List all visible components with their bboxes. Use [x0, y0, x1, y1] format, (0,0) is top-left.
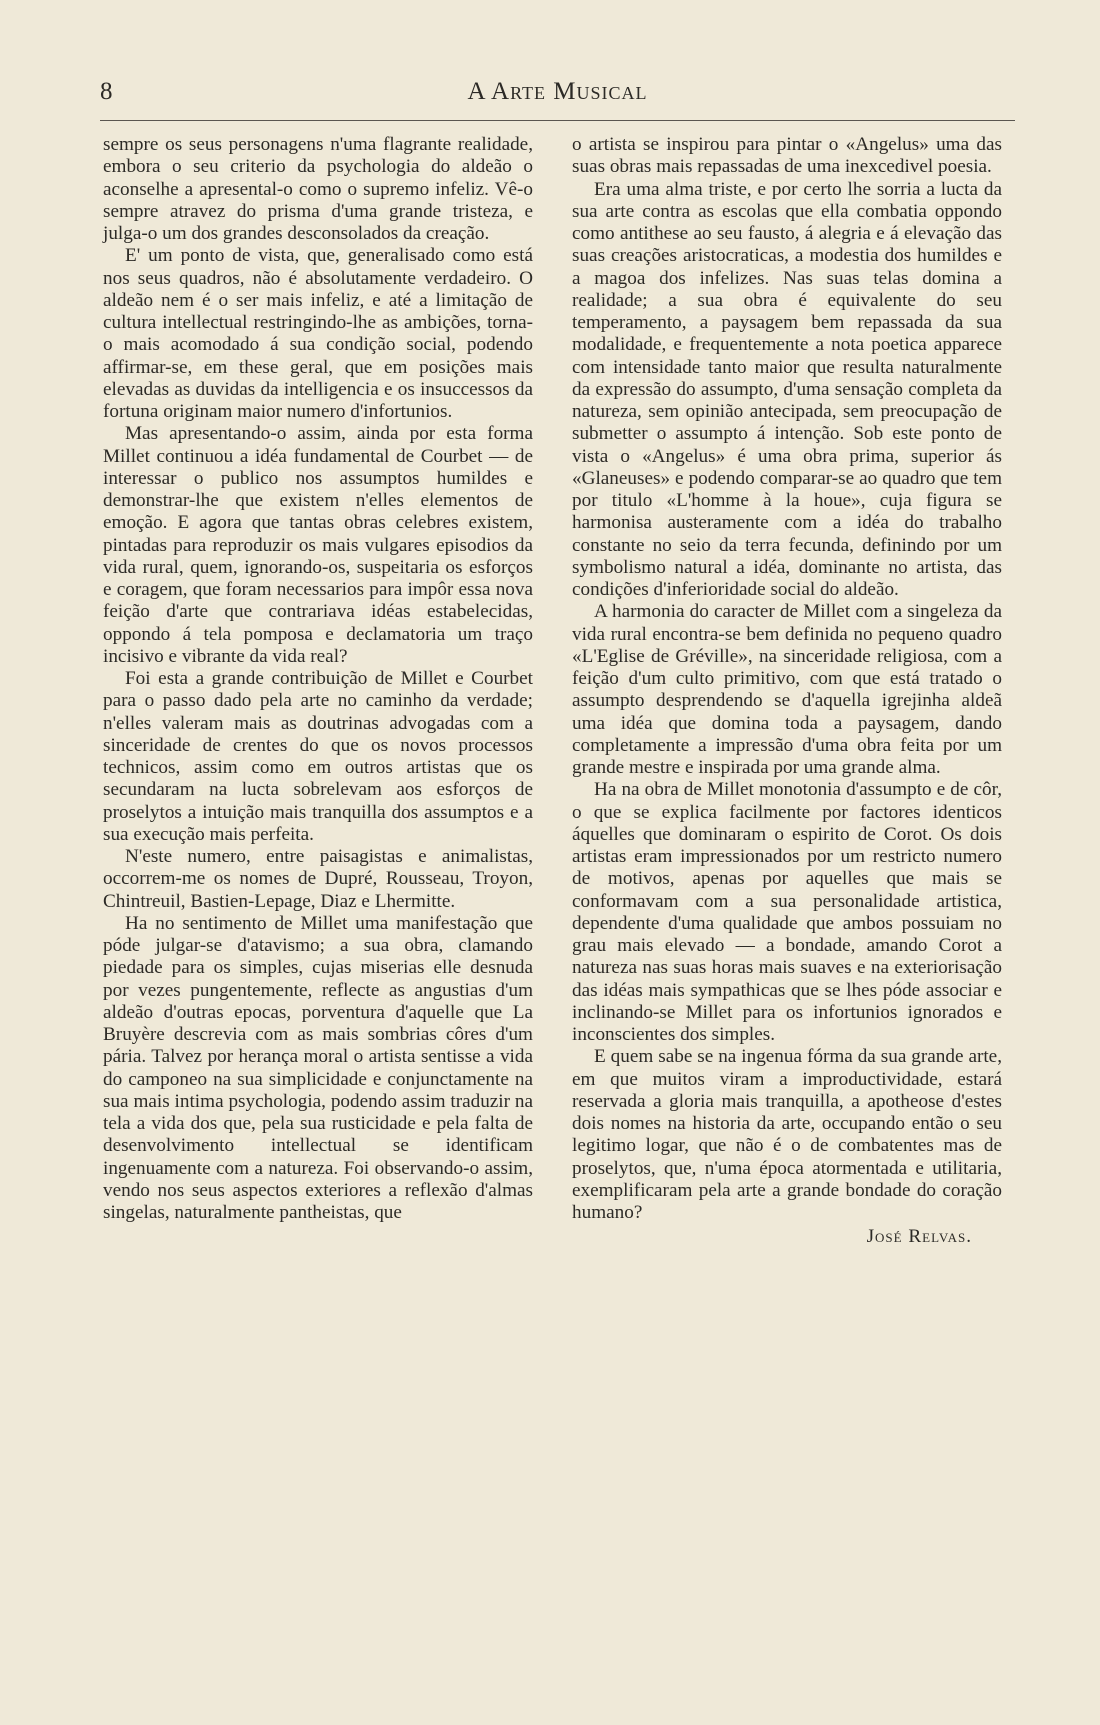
- right-column: [572, 134, 1002, 1249]
- paragraph: E' um ponto de vista, que, generalisado como está nos seus quadros, não é absolutamente verdadeiro. O aldeão nem é o ser mais infeliz, e até a limitação de cultura intellectual restringindo-lhe as ambições, torna-o mais acomodado á sua condição social, podendo affirmar-se, em these geral, que em posições mais elevadas as duvidas da intelligencia e os insuccessos da fortuna originam maior numero d'infortunios.: [103, 245, 533, 422]
- paragraph: Foi esta a grande contribuição de Millet e Courbet para o passo dado pela arte no caminho da verdade; n'elles valeram mais as doutrinas advogadas com a sinceridade de crentes do que os novos processos technicos, assim como em outros artistas que os secundaram na lucta sobrelevam aos esforços de proselytos a intuição mais tranquilla dos assumptos e a sua execução mais perfeita.: [103, 668, 533, 845]
- author-signature: José Relvas.: [866, 1226, 972, 1248]
- paragraph: Era uma alma triste, e por certo lhe sorria a lucta da sua arte contra as escolas que ella combatia oppondo como antithese ao seu fausto, á alegria e á elevação das suas creações aristocraticas, a modestia dos humildes e a magoa dos infelizes. Nas suas telas domina a realidade; a sua obra é equivalente do seu temperamento, a paysagem bem repassada da sua modalidade, e frequentemente a nota poetica apparece com intensidade tanto maior que resulta naturalmente da expressão do assumpto, d'uma sensação completa da natureza, sem opinião antecipada, sem preocupação de submetter o assumpto á intenção. Sob este ponto de vista o «Angelus» é uma obra prima, superior ás «Glaneuses» e podendo comparar-se ao quadro que tem por titulo «L'homme à la houe», cuja figura se harmonisa austeramente com a idéa do trabalho constante no seio da terra fecunda, definindo por um symbolismo natural a idéa, dominante no artista, das condições d'inferioridade social do aldeão.: [572, 178, 1002, 600]
- paragraph: o artista se inspirou para pintar o «Angelus» uma das suas obras mais repassadas de uma inexcedivel poesia.: [572, 134, 1002, 178]
- paragraph: E quem sabe se na ingenua fórma da sua grande arte, em que muitos viram a improductividade, estará reservada a gloria mais tranquilla, a apotheose d'estes dois nomes na historia da arte, occupando então o seu legitimo logar, que não é o de combatentes mas de proselytos, que, n'uma época atormentada e utilitaria, exemplificaram pela arte a grande bondade do coração humano?: [572, 1046, 1002, 1223]
- paragraph: Ha no sentimento de Millet uma manifestação que póde julgar-se d'atavismo; a sua obra, clamando piedade para os simples, cujas miserias elle desnuda por vezes pungentemente, reflecte as angustias d'um aldeão d'outras epocas, porventura d'aquelle que La Bruyère descrevia com as mais sombrias côres d'um pária. Talvez por herança moral o artista sentisse a vida do camponeo na sua simplicidade e conjunctamente na sua mais intima psychologia, podendo assim traduzir na tela a vida dos que, pela sua rusticidade e pela falta de desenvolvimento intellectual se identificam ingenuamente com a natureza. Foi observando-o assim, vendo nos seus aspectos exteriores a reflexão d'almas singelas, naturalmente pantheistas, que: [103, 912, 533, 1223]
- paragraph: Mas apresentando-o assim, ainda por esta forma Millet continuou a idéa fundamental de Courbet — de interessar o publico nos assumptos humildes e demonstrar-lhe que existem n'elles elementos de emoção. E agora que tantas obras celebres existem, pintadas para reproduzir os mais vulgares episodios da vida rural, quem, ignorando-os, suspeitaria os esforços e coragem, que foram necessarios para impôr essa nova feição d'arte que contrariava idéas estabelecidas, oppondo á tela pomposa e declamatoria um traço incisivo e vibrante da vida real?: [103, 423, 533, 667]
- page-header: [100, 78, 1015, 116]
- publication-title: A Arte Musical: [467, 78, 648, 105]
- page-number: 8: [100, 78, 113, 105]
- paragraph: sempre os seus personagens n'uma flagrante realidade, embora o seu criterio da psychologia do aldeão o aconselhe a apresental-o como o supremo infeliz. Vê-o sempre atravez do prisma d'uma grande tristeza, e julga-o um dos grandes desconsolados da creação.: [103, 134, 533, 244]
- paragraph: Ha na obra de Millet monotonia d'assumpto e de côr, o que se explica facilmente por factores identicos áquelles que dominaram o espirito de Corot. Os dois artistas eram impressionados por um restricto numero de motivos, apenas por aquelles que mais se conformavam com a sua personalidade artistica, dependente d'uma qualidade que ambos possuiam no grau mais elevado — a bondade, amando Corot a natureza nas suas horas mais suaves e na exteriorisação das idéas mais sympathicas que se lhes póde associar e inclinando-se Millet para os infortunios ignorados e inconscientes dos simples.: [572, 779, 1002, 1045]
- header-rule: [100, 120, 1015, 121]
- paragraph: N'este numero, entre paisagistas e animalistas, occorrem-me os nomes de Dupré, Rousseau, Troyon, Chintreuil, Bastien-Lepage, Diaz e Lhermitte.: [103, 846, 533, 912]
- left-column: [103, 134, 533, 1224]
- paragraph: A harmonia do caracter de Millet com a singeleza da vida rural encontra-se bem definida no pequeno quadro «L'Eglise de Gréville», na sinceridade religiosa, com a feição d'um culto primitivo, com que está tratado o assumpto desprendendo se d'aquella igrejinha aldeã uma idéa que domina toda a paysagem, dando completamente a impressão d'uma obra feita por um grande mestre e inspirada por uma grande alma.: [572, 601, 1002, 778]
